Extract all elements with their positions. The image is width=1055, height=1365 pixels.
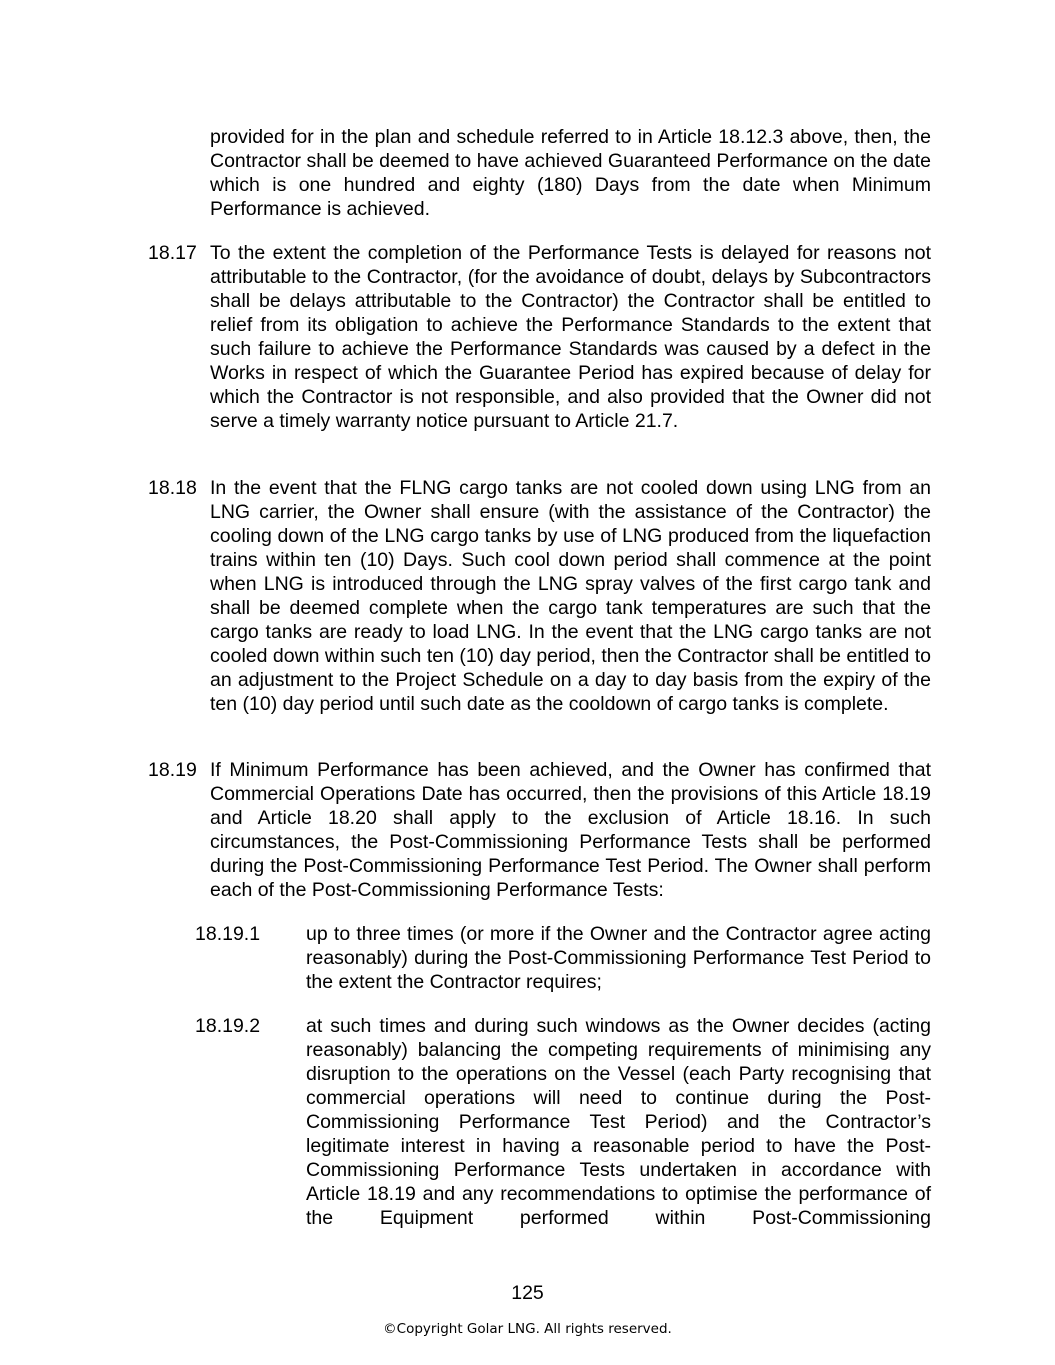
subclause-text: at such times and during such windows as the Owner decides (acting reasonably) balancing the competing requirements of minimising any disruption to the operations on the Vessel (each Party recognising that commercial operations will need to continue during the Post-Commissioning Performance Test Period) and the Contractor’s legitimate interest in having a reasonable period to have the Post-Commissioning Performance Tests undertaken in accordance with Article 18.19 and any recommendations to optimise the performance of the Equipment performed within Post-Commissioning — [306, 1015, 931, 1229]
clause-text: In the event that the FLNG cargo tanks are not cooled down using LNG from an LNG carrier, the Owner shall ensure (with the assistance of the Contractor) the cooling down of the LNG cargo tanks by use of LNG produced from the liquefaction trains within ten (10) Days. Such cool down period shall commence at the point when LNG is introduced through the LNG spray valves of the first cargo tank and shall be deemed complete when the cargo tank temperatures are such that the cargo tanks are ready to load LNG. In the event that the LNG cargo tanks are not cooled down within such ten (10) day period, then the Contractor shall be entitled to an adjustment to the Project Schedule on a day to day basis from the expiry of the ten (10) day period until such date as the cooldown of cargo tanks is complete. — [210, 477, 931, 715]
subclause-18-19-2 — [195, 1014, 931, 1230]
clause-18-19 — [148, 758, 931, 902]
continuation-paragraph — [210, 125, 931, 221]
page-number: 125 — [511, 1282, 544, 1304]
clause-18-17 — [148, 241, 931, 433]
subclause-number: 18.19.2 — [195, 1015, 261, 1037]
clause-text: If Minimum Performance has been achieved, and the Owner has confirmed that Commercial Operations Date has occurred, then the provisions of this Article 18.19 and Article 18.20 shall apply to the exclusion of Article 18.16. In such circumstances, the Post-Commissioning Performance Tests shall be performed during the Post-Commissioning Performance Test Period. The Owner shall perform each of the Post-Commissioning Performance Tests: — [210, 759, 931, 901]
clause-number: 18.19 — [148, 759, 197, 781]
clause-number: 18.17 — [148, 242, 197, 264]
copyright-notice: ©Copyright Golar LNG. All rights reserved. — [383, 1321, 672, 1337]
clause-text: To the extent the completion of the Performance Tests is delayed for reasons not attributable to the Contractor, (for the avoidance of doubt, delays by Subcontractors shall be delays attributable to the Contractor) the Contractor shall be entitled to relief from its obligation to achieve the Performance Standards to the extent that such failure to achieve the Performance Standards was caused by a defect in the Works in respect of which the Guarantee Period has expired because of delay for which the Contractor is not responsible, and also provided that the Owner did not serve a timely warranty notice pursuant to Article 21.7. — [210, 242, 931, 432]
subclause-18-19-1 — [195, 922, 931, 994]
clause-number: 18.18 — [148, 477, 197, 499]
clause-18-18 — [148, 476, 931, 716]
subclause-number: 18.19.1 — [195, 923, 261, 945]
paragraph-text: provided for in the plan and schedule referred to in Article 18.12.3 above, then, the Contractor shall be deemed to have achieved Guaranteed Performance on the date which is one hundred and eighty (180) Days from the date when Minimum Performance is achieved. — [210, 126, 931, 220]
subclause-text: up to three times (or more if the Owner and the Contractor agree acting reasonably) during the Post-Commissioning Performance Test Period to the extent the Contractor requires; — [306, 923, 931, 993]
